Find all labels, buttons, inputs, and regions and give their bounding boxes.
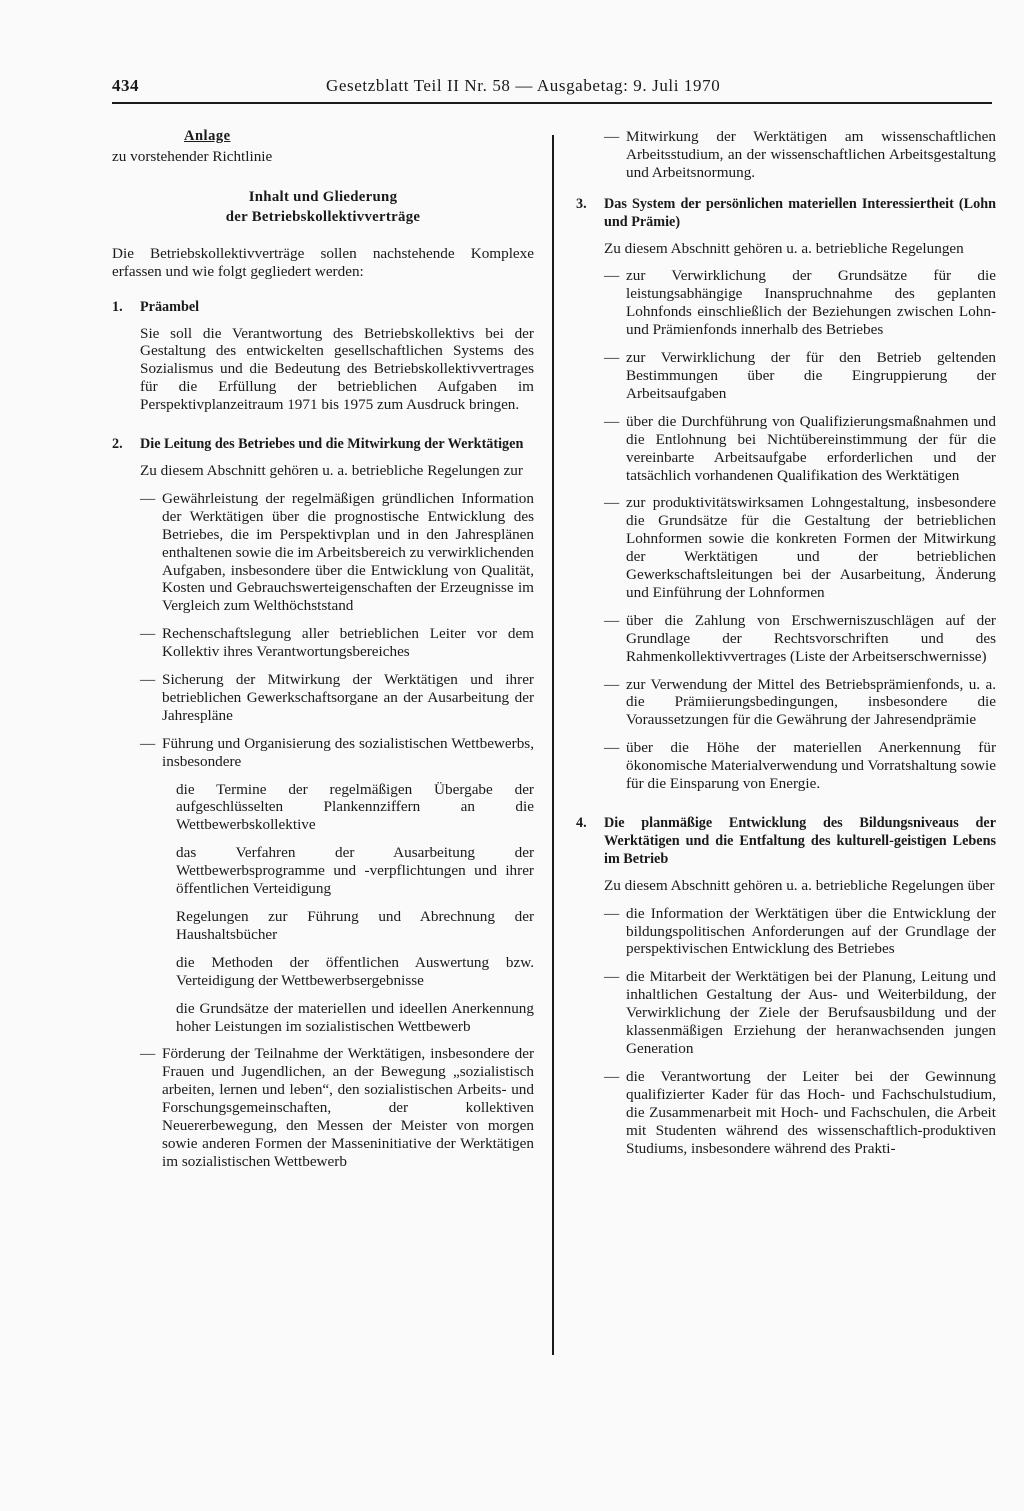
list-item-text: Gewährleistung der regelmäßigen gründlichen Information der Werktätigen über die prognostische Entwicklung des Betriebes, die im Perspektivplan und in den Jahresplänen enthaltenen sowie die im Arbeitsbereich zu verwirklichenden Aufgaben, insbesondere über die Entwicklung von Qualität, Kosten und Gebrauchswerteigenschaften der Erzeugnisse im Vergleich zum Welthöchststand [162, 489, 534, 615]
list-item-text: die Information der Werktätigen über die Entwicklung der bildungspolitischen Anforderungen auf der Grundlage der perspektivischen Entwicklung des Betriebes [626, 904, 996, 958]
list-item-text: über die Höhe der materiellen Anerkennung für ökonomische Materialverwendung und Vorratshaltung sowie für die Einsparung von Energie. [626, 739, 996, 793]
list-item [112, 735, 534, 771]
list-item [576, 494, 996, 601]
section-number: 1. [112, 298, 123, 315]
section-4 [576, 815, 996, 1157]
list-item-text: über die Zahlung von Erschwerniszuschlägen auf der Grundlage der Rechtsvorschriften und des Rahmenkollektivvertrages (Liste der Arbeitserschwernisse) [626, 611, 996, 665]
dash-marker: — [604, 494, 620, 512]
page-header [112, 76, 992, 100]
list-item [576, 413, 996, 485]
list-item-continued [576, 128, 996, 182]
section-1 [112, 299, 534, 414]
sub-item: die Methoden der öffentlichen Auswertung bzw. Verteidigung der Wettbewerbsergebnisse [176, 953, 534, 989]
list-item-text: über die Durchführung von Qualifizierungsmaßnahmen und die Entlohnung bei Nichtübereinstimmung der für die vereinbarte Arbeitsaufgabe erforderlichen und der tatsächlich vorhandenen Qualifikation des Werktätigen [626, 412, 996, 484]
section-number: 4. [576, 815, 587, 831]
dash-marker: — [604, 267, 620, 285]
dash-marker: — [604, 412, 620, 430]
dash-marker: — [604, 675, 620, 693]
dash-marker: — [140, 671, 156, 689]
anlage-subtitle: zu vorstehender Richtlinie [112, 147, 273, 165]
list-item-text: Förderung der Teilnahme der Werktätigen, insbesondere der Frauen und Jugendlichen, an der Bewegung „sozialistisch arbeiten, lernen und leben“, den sozialistischen Arbeits- und Forschungsgemeinschaften, der kollektiven Neuererbewegung, den Messen der Meister von morgen sowie anderen Formen der Masseninitiative der Werktätigen im sozialistischen Wettbewerb [162, 1045, 534, 1170]
right-column [576, 128, 996, 1173]
document-title [112, 187, 534, 227]
page-number: 434 [112, 76, 139, 95]
list-item-text: Sicherung der Mitwirkung der Werktätigen und ihrer betrieblichen Gewerkschaftsorgane an der Ausarbeitung der Jahrespläne [162, 671, 534, 724]
list-item-text: die Verantwortung der Leiter bei der Gewinnung qualifizierter Kader für das Hoch- und Fachschulstudium, die Zusammenarbeit mit Hoch- und Fachschulen, die Arbeit mit Studenten während des wissenschaftlich-produktiven Studiums, insbesondere während des Prakti- [626, 1067, 996, 1157]
sub-item: die Grundsätze der materiellen und ideellen Anerkennung hoher Leistungen im sozialistischen Wettbewerb [176, 999, 534, 1035]
section-intro: Zu diesem Abschnitt gehören u. a. betriebliche Regelungen über [604, 876, 995, 894]
title-line-1: Inhalt und Gliederung [248, 188, 398, 205]
list-item [576, 968, 996, 1058]
list-item-text: zur Verwirklichung der Grundsätze für die leistungsabhängige Inanspruchnahme des geplanten Lohnfonds einschließlich der Beziehungen zwischen Lohn- und Prämienfonds innerhalb des Betriebes [626, 267, 996, 339]
dash-marker: — [140, 489, 156, 507]
list-item [576, 349, 996, 403]
list-item-text: zur Verwirklichung der für den Betrieb geltenden Bestimmungen über die Eingruppierung der Arbeitsaufgaben [626, 349, 996, 402]
dash-marker: — [140, 625, 156, 643]
dash-marker: — [140, 1045, 156, 1063]
sub-item: das Verfahren der Ausarbeitung der Wettbewerbsprogramme und -verpflichtungen und ihrer öffentlichen Verteidigung [176, 844, 534, 898]
intro-paragraph: Die Betriebskollektivverträge sollen nachstehende Komplexe erfassen und wie folgt gegliedert werden: [112, 244, 534, 280]
dash-marker: — [604, 349, 620, 367]
header-rule [112, 102, 992, 104]
section-3 [576, 196, 996, 793]
section-heading: Präambel [140, 298, 200, 315]
section-body: Sie soll die Verantwortung des Betriebskollektivs bei der Gestaltung des entwickelten gesellschaftlichen Systems des Sozialismus und die Bedeutung des Betriebskollektivvertrages für die Erfüllung der betrieblichen Aufgaben im Perspektivplanzeitraum 1971 bis 1975 zum Ausdruck bringen. [140, 324, 534, 414]
section-heading: Die planmäßige Entwicklung des Bildungsniveaus der Werktätigen und die Entfaltung des kulturell-geistigen Lebens im Betrieb [604, 815, 996, 867]
sub-item: Regelungen zur Führung und Abrechnung der Haushaltsbücher [176, 908, 534, 943]
list-item [576, 905, 996, 959]
section-number: 2. [112, 436, 123, 453]
header-title: Gesetzblatt Teil II Nr. 58 — Ausgabetag: 9. Juli 1970 [326, 76, 721, 95]
list-item-text: Führung und Organisierung des sozialistischen Wettbewerbs, insbesondere [162, 734, 534, 770]
list-item [576, 612, 996, 666]
list-item [576, 1068, 996, 1158]
list-item-text: Mitwirkung der Werktätigen am wissenschaftlichen Arbeitsstudium, an der wissenschaftlichen Arbeitsgestaltung und Arbeitsnormung. [626, 128, 996, 181]
section-intro: Zu diesem Abschnitt gehören u. a. betriebliche Regelungen [604, 239, 964, 257]
list-item [112, 671, 534, 725]
sub-item: die Termine der regelmäßigen Übergabe der aufgeschlüsselten Plankennziffern an die Wettbewerbskollektive [176, 780, 534, 834]
dash-marker: — [604, 968, 620, 986]
anlage-label: Anlage [184, 128, 231, 144]
section-intro: Zu diesem Abschnitt gehören u. a. betriebliche Regelungen zur [140, 461, 523, 479]
list-item-text: die Mitarbeit der Werktätigen bei der Planung, Leitung und inhaltlichen Gestaltung der Aus- und Weiterbildung, der Verwirklichung der Ziele der Berufsausbildung und der klassenmäßigen Erziehung der heranwachsenden jungen Generation [626, 968, 996, 1057]
title-line-2: der Betriebskollektivverträge [225, 208, 421, 225]
section-heading: Das System der persönlichen materiellen Interessiertheit (Lohn und Prämie) [604, 195, 996, 230]
dash-marker: — [140, 734, 156, 752]
list-item [576, 267, 996, 339]
list-item [112, 490, 534, 615]
list-item-text: Rechenschaftslegung aller betrieblichen Leiter vor dem Kollektiv ihres Verantwortungsbereiches [162, 625, 534, 661]
list-item-text: zur produktivitätswirksamen Lohngestaltung, insbesondere die Grundsätze für die Gestaltung der betrieblichen Lohnformen sowie die konkreten Formen der Mitwirkung der Werktätigen und der betrieblichen Gewerkschaftsleitungen bei der Ausarbeitung, Änderung und Einführung der Lohnformen [626, 494, 996, 601]
dash-marker: — [604, 1067, 620, 1085]
dash-marker: — [604, 611, 620, 629]
dash-marker: — [604, 739, 620, 757]
section-heading: Die Leitung des Betriebes und die Mitwirkung der Werktätigen [140, 436, 524, 453]
list-item-text: zur Verwendung der Mittel des Betriebsprämienfonds, u. a. die Prämiierungsbedingungen, insbesondere die Voraussetzungen für die Gewährung der Jahresendprämie [626, 675, 996, 729]
left-column [112, 128, 534, 1187]
column-divider [552, 135, 554, 1355]
list-item [112, 1045, 534, 1170]
dash-marker: — [604, 904, 620, 922]
section-number: 3. [576, 195, 587, 212]
list-item [576, 739, 996, 793]
section-2 [112, 436, 534, 1171]
dash-marker: — [604, 128, 620, 145]
list-item [576, 676, 996, 730]
list-item [112, 625, 534, 661]
